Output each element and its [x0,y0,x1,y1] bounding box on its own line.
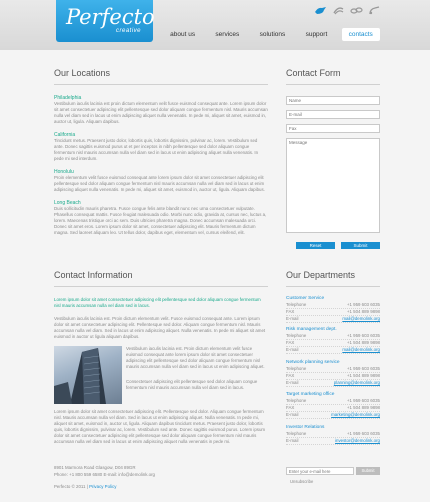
department-block [286,425,380,445]
row-label: Telephone [286,398,307,403]
locations-list [54,88,268,236]
building-image [54,346,122,404]
nav-solutions[interactable]: solutions [259,30,286,38]
row-label: Telephone [286,431,307,436]
contact-side-text: Vestibulum iaculis lacinia est. Proin dictum elementum velit fusce euismod consequat ante lorem ipsum dolor sit amet consectetuer adipiscing elit pellentesque sed dolor aliquam congue fermentum nisl mauris accumsan nulla vel diam sed in lacus ut enim adipiscing aliquet. [126,346,265,369]
location-title: Honolulu [54,169,74,175]
row-value: +1 959 603 6035 [346,366,380,371]
departments-heading: Our Departments [286,270,356,280]
logo-text: Perfecto [66,5,155,29]
copyright-text: Perfecto © 2011 | [54,484,90,489]
location-text: Tincidunt metus. Praesent justo dolor, lobortis quis, lobortis dignissim, pulvinar ac, lorem. Vestibulum sed ante. Donec sagittis euismod purus ut et per inceptos in nibh pellentesque sed dolor aliquam congue fermentum nisl mauris accumsan nulla vel diam sed in lacus ut enim adipiscing aliquet nulla venenatis. In pede mi sed interdum. [54,138,259,161]
contact-info-heading: Contact Information [54,270,133,280]
location-title: Long Beach [54,200,81,206]
row-label: E-mail [286,380,299,385]
row-label: FAX [286,309,295,314]
nav-contacts[interactable]: contacts [342,28,380,41]
location-item [54,200,268,236]
row-label: E-mail [286,412,299,417]
department-row [286,316,380,323]
department-row [286,347,380,354]
department-title: Risk management dept. [286,327,337,332]
row-label: Telephone [286,333,307,338]
row-value: +1 504 889 9898 [346,405,380,410]
row-label: FAX [286,373,295,378]
department-row [286,412,380,419]
unsubscribe-link[interactable]: Unsubscribe [290,479,314,484]
location-item [54,132,268,162]
email-field[interactable] [286,110,380,119]
site-header [0,0,430,50]
feed-icon[interactable] [332,6,345,15]
submit-button[interactable]: Submit [341,242,380,249]
department-row [286,380,380,387]
location-item [54,169,268,193]
department-block [286,360,380,387]
row-value: +1 959 603 6035 [346,398,380,403]
department-row [286,398,380,405]
email-link[interactable]: mail@demolink.org [342,316,380,321]
contact-paragraph: Lorem ipsum dolor sit amet consectetuer adipiscing elit. Pellentesque sed dolor. Aliquam congue fermentum nisl. Mauris accumsan nulla vel diam. Sed in lacus ut enim adipiscing aliquet. Nulla venenatis. In pede mi, aliquet sit amet, euismod in, auctor ut, ligula. Aliquam dapibus tincidunt metus. Praesent justo dolor, lobortis quis, lobortis dignissim, pulvinar ac, lorem. Vestibulum sed ante. Donec sagittis euismod purus. Lorem ipsum dolor sit amet consectetuer adipiscing elit pellentesque sed dolor aliquam congue fermentum nisl mauris accumsan nulla vel diam sed in lacus ut enim adipiscing aliquet nulla venenatis in pede mi. [54,409,266,444]
department-row [286,431,380,438]
twitter-icon[interactable] [314,6,327,15]
row-value: +1 504 889 9898 [346,373,380,378]
department-row [286,438,380,445]
email-link[interactable]: planning@demolink.org [333,380,380,385]
main-nav [160,26,384,42]
location-text: Vestibulum iaculis lacinia est proin dictum elementum velit fusce euismod consequat ante. Lorem ipsum dolor sit amet consectetuer adipiscing elit pellentesque sed dolor aliquam congue fermentum nisl. Mauris accumsan nulla vel diam sed in lacus ut enim adipiscing aliquet nulla venenatis. In pede mi, aliquet sit amet, euismod in, auctor ut, ligula. Aliquam dapibus. [54,101,268,124]
nav-about-us[interactable]: about us [170,30,196,38]
row-label: Telephone [286,302,307,307]
contact-form-heading: Contact Form [286,68,341,78]
row-value: +1 959 603 6035 [346,302,380,307]
email-link[interactable]: mail@demolink.org [342,347,380,352]
department-block [286,392,380,419]
rss-icon[interactable] [368,6,381,15]
department-title: Investor Relations [286,425,325,430]
row-label: FAX [286,405,295,410]
logo[interactable] [56,0,153,42]
department-row [286,405,380,412]
department-row [286,373,380,380]
contact-intro: Lorem ipsum dolor sit amet consectetuer adipiscing elit pellentesque sed dolor aliquam congue fermentum nisl mauris accumsan nulla vel diam sed in lacus. [54,297,261,308]
row-value: +1 959 603 6035 [346,431,380,436]
department-row [286,340,380,347]
chain-icon[interactable] [350,6,363,15]
location-item [54,95,268,125]
department-block [286,296,380,323]
row-label: FAX [286,340,295,345]
name-field[interactable] [286,96,380,105]
divider [54,286,268,287]
row-value: +1 959 603 6035 [346,333,380,338]
department-title: Target marketing office [286,392,335,397]
phone-email: Phone: +1 800 559 6580 E-mail: info@demolink.org [54,472,155,477]
reset-button[interactable]: Reset [296,242,335,249]
row-value: +1 504 889 9898 [346,340,380,345]
divider [54,84,268,85]
locations-heading: Our Locations [54,68,111,78]
nav-support[interactable]: support [305,30,328,38]
message-field[interactable] [286,138,380,233]
email-link[interactable]: marketing@demolink.org [331,412,380,417]
nav-services[interactable]: services [215,30,240,38]
location-title: Philadelphia [54,95,82,101]
divider [286,84,380,85]
logo-tagline: creative [115,28,141,34]
department-title: Customer Service [286,296,325,301]
newsletter-email-input[interactable] [286,467,354,475]
contact-paragraph: Vestibulum iaculis lacinia est. Proin dictum elementum velit. Fusce euismod consequat ante. Lorem ipsum dolor sit amet consectetuer adipiscing elit. Pellentesque sed dolor. Aliquam congue fermentum nisl. Mauris accumsan nulla vel diam. Sed in lacus ut enim adipiscing aliquet. Nulla venenatis. In pede mi aliquet sit amet euismod in auctor ut ligula aliquam dapibus. [54,316,266,339]
department-row [286,333,380,340]
department-row [286,302,380,309]
row-label: Telephone [286,366,307,371]
newsletter-submit-button[interactable]: Submit [356,467,380,475]
fax-field[interactable] [286,124,380,133]
department-row [286,366,380,373]
department-block [286,327,380,354]
department-title: Network planning service [286,360,340,365]
location-text: Duis sollicitudin mauris pharetra. Fusce congue felis ante blandit nunc nec urna consectetuer vulputate. Phasellus consequat mattis. Fusce feugiat malesuada odio. Morbi nunc odio, gravida at, cursus nec, luctus a, lorem. Maecenas tristique orci ac sem. Duis ultricies pharetra magna. Donec accumsan malesuada orci. Donec sit amet eros. Lorem ipsum dolor sit amet, consectetuer adipiscing elit. Mauris fermentum dictum magna. Sed laoreet aliquam leo. Ut tellus dolor, dapibus eget, elementum vel, cursus eleifend, elit. [54,206,267,235]
email-link[interactable]: investor@demolink.org [335,438,380,443]
privacy-policy-link[interactable]: Privacy Policy [89,484,117,489]
location-text: Proin elementum velit fusce euismod consequat ante lorem ipsum dolor sit amet consectetuer adipiscing elit pellentesque sed dolor aliquam congue fermentum nisl mauris accumsan nulla vel diam sed in lacus ut enim adipiscing aliquet nulla venenatis. In pede mi, aliquet sit amet, euismod in, auctor ut, ligula. Aliquam dapibus. [54,175,265,192]
row-value: +1 504 889 9898 [346,309,380,314]
department-row [286,309,380,316]
location-title: California [54,132,76,138]
row-label: E-mail [286,438,299,443]
footer-copyright [54,484,116,489]
contact-side-text: Consectetuer adipiscing elit pellentesque sed dolor aliquam congue fermentum nisl mauris accumsan nulla vel diam sed in lacus. [126,379,258,390]
row-label: E-mail [286,316,299,321]
address: 8901 Marmora Road Glasgow, D04 89GR [54,465,136,470]
divider [286,286,380,287]
row-label: E-mail [286,347,299,352]
